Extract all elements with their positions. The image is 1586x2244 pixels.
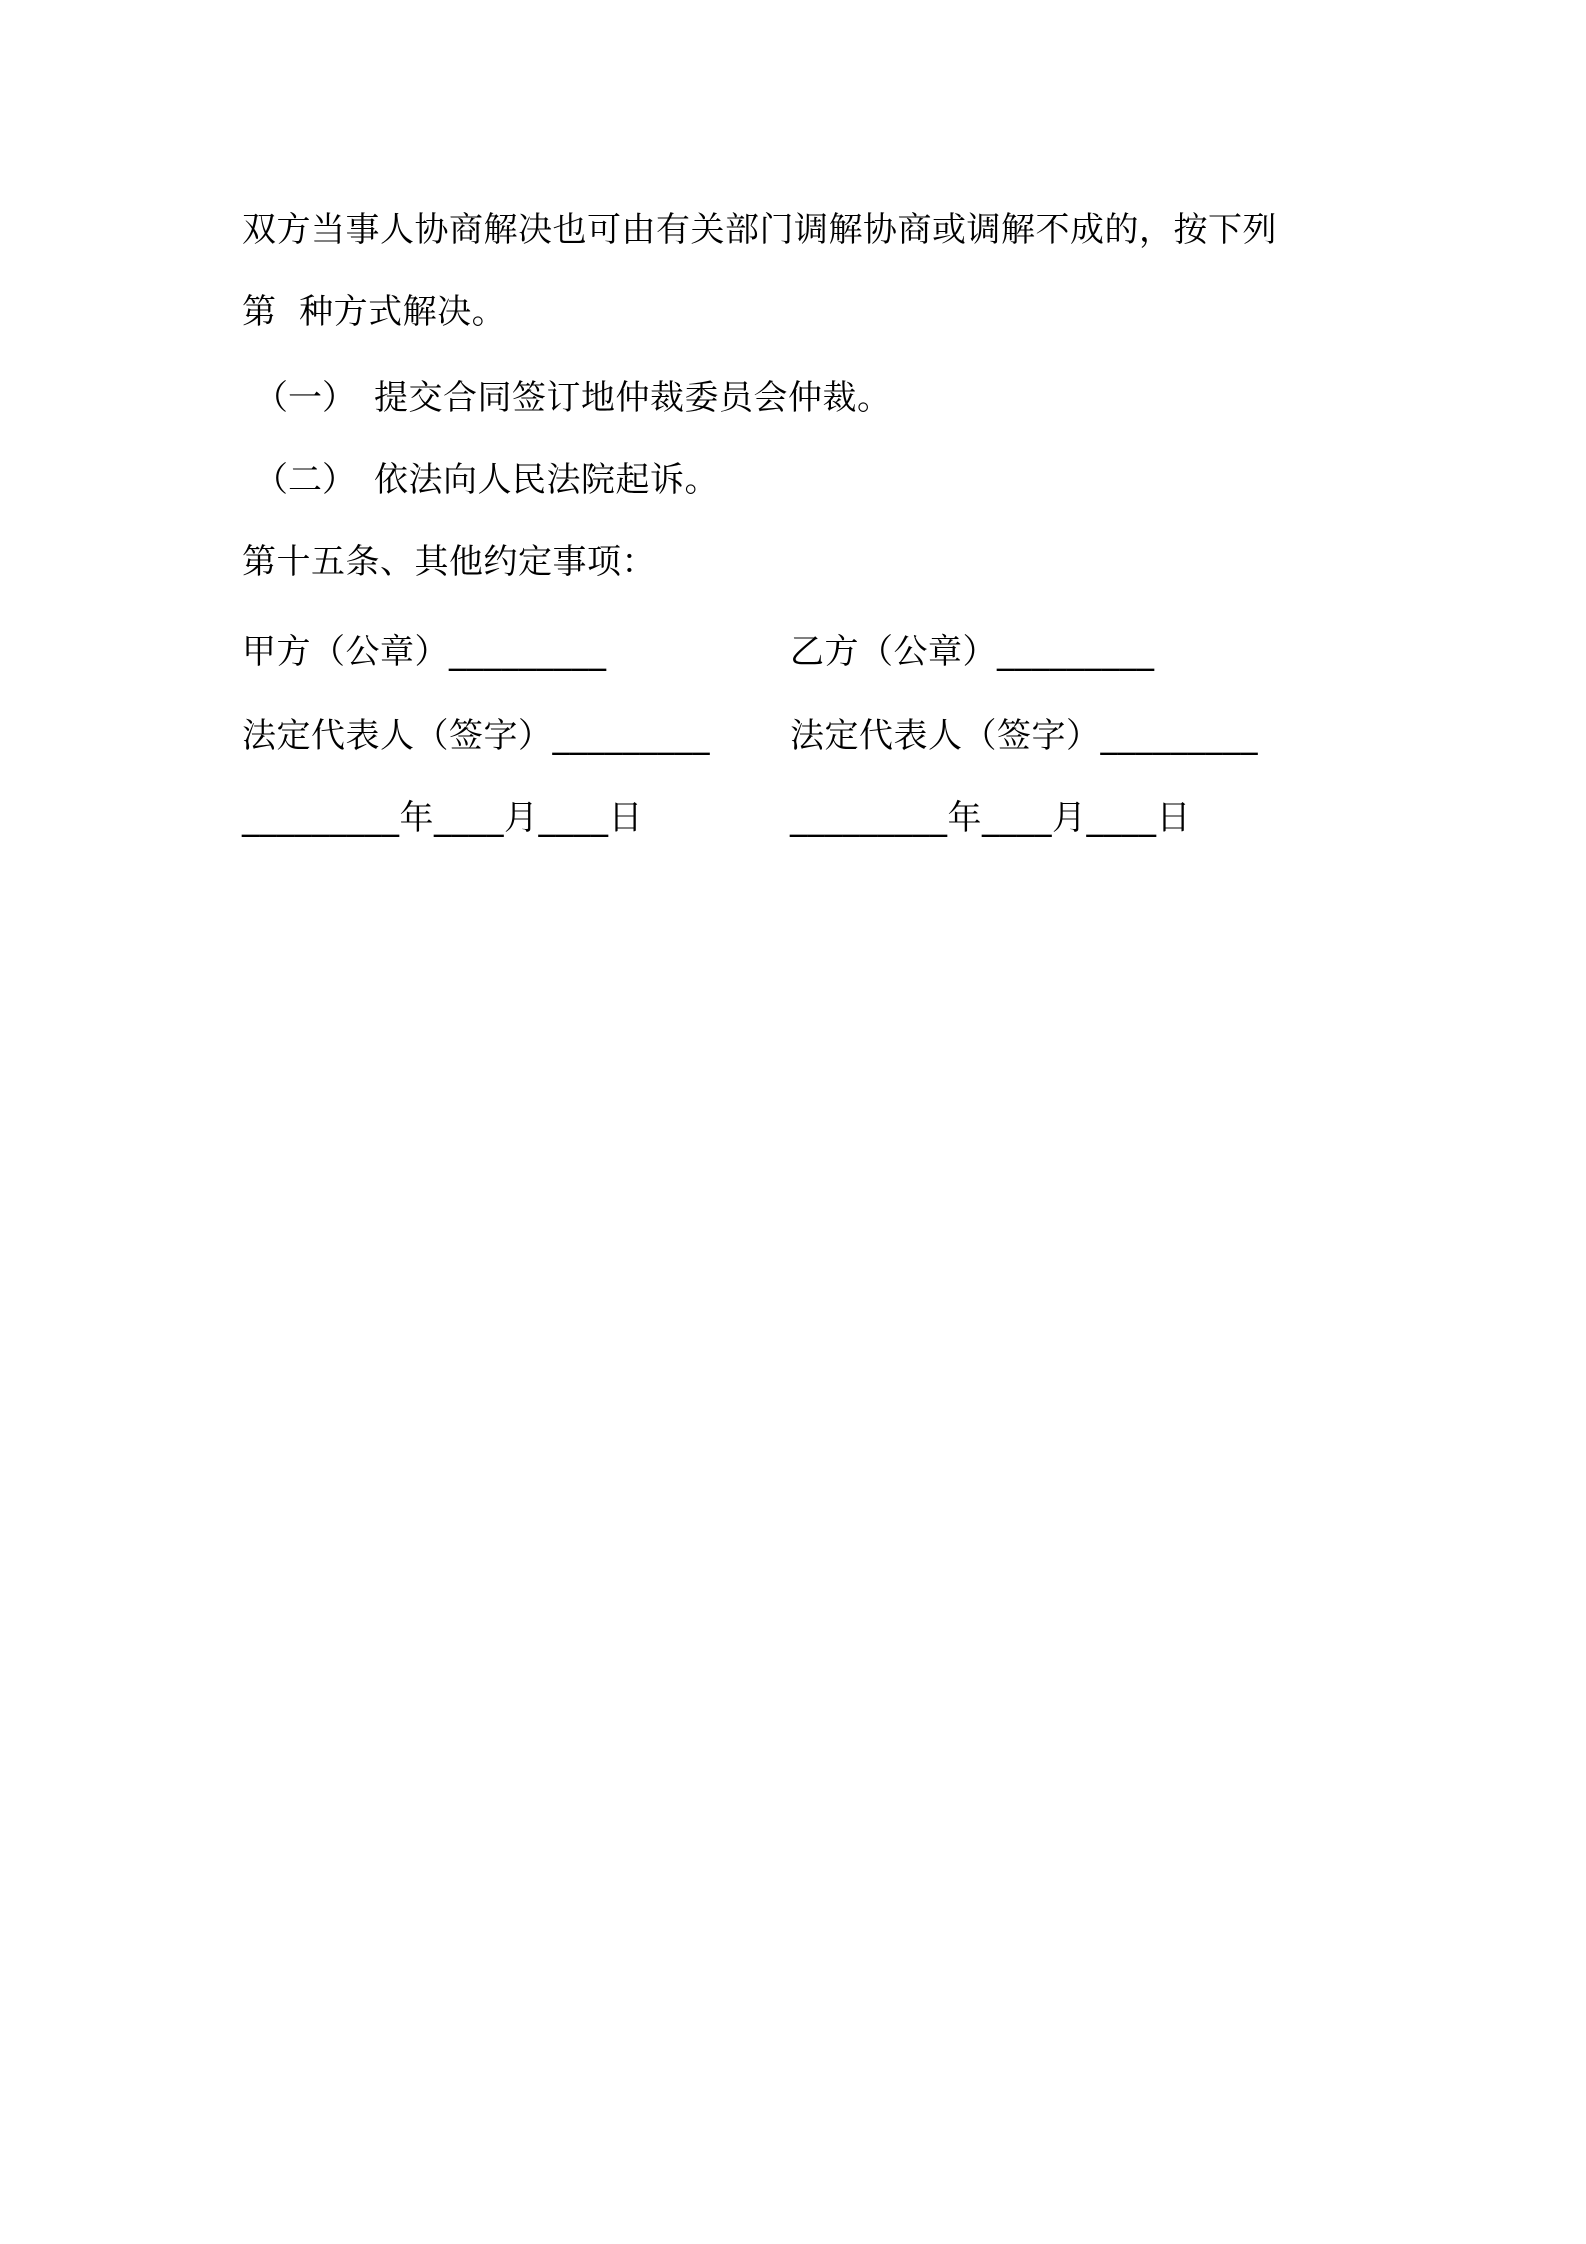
paragraph-dispute-resolution-line1: 双方当事人协商解决也可由有关部门调解协商或调解不成的，按下列 — [242, 210, 1277, 250]
party-a-seal-field: 甲方（公章）_________ — [242, 632, 607, 672]
party-a-date-field: _________年____月____日 — [242, 798, 643, 838]
party-b-date-field: _________年____月____日 — [790, 798, 1191, 838]
option-marker-2: （二） — [254, 460, 356, 500]
party-a-representative-field: 法定代表人（签字）_________ — [242, 716, 710, 756]
party-b-seal-field: 乙方（公章）_________ — [790, 632, 1155, 672]
party-b-representative-field: 法定代表人（签字）_________ — [790, 716, 1258, 756]
option-text-1: 提交合同签订地仲裁委员会仲裁。 — [374, 378, 892, 418]
article-15-heading: 第十五条、其他约定事项： — [242, 542, 656, 582]
paragraph-dispute-resolution-line2: 第 种方式解决。 — [242, 292, 507, 332]
option-marker-1: （一） — [254, 378, 356, 418]
option-text-2: 依法向人民法院起诉。 — [374, 460, 719, 500]
